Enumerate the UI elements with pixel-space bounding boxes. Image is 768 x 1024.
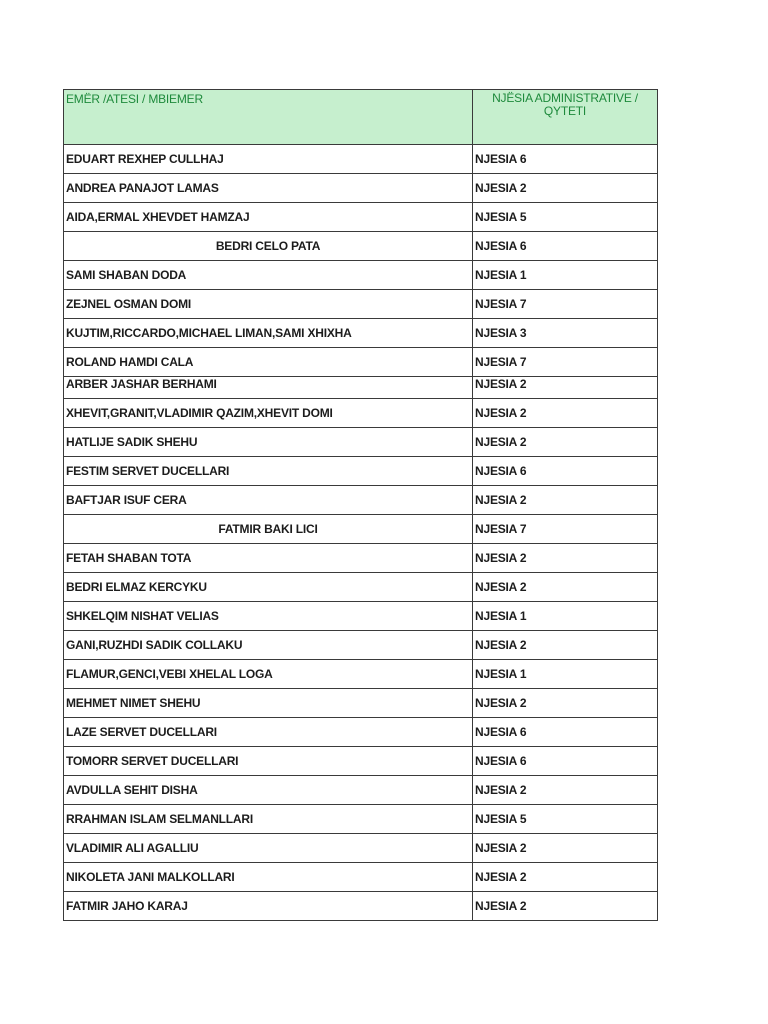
unit-cell[interactable]: NJESIA 6: [473, 718, 658, 747]
table-row: [64, 377, 658, 399]
table-row: [64, 203, 658, 232]
name-cell[interactable]: ROLAND HAMDI CALA: [64, 348, 473, 377]
unit-cell[interactable]: NJESIA 1: [473, 602, 658, 631]
table-row: [64, 515, 658, 544]
unit-cell[interactable]: NJESIA 6: [473, 232, 658, 261]
table-row: [64, 689, 658, 718]
table-body: [64, 145, 658, 921]
table-row: [64, 573, 658, 602]
unit-cell[interactable]: NJESIA 7: [473, 348, 658, 377]
name-cell[interactable]: KUJTIM,RICCARDO,MICHAEL LIMAN,SAMI XHIXHA: [64, 319, 473, 348]
unit-cell[interactable]: NJESIA 2: [473, 776, 658, 805]
table-row: [64, 486, 658, 515]
table-row: [64, 776, 658, 805]
table-row: [64, 892, 658, 921]
name-cell[interactable]: VLADIMIR ALI AGALLIU: [64, 834, 473, 863]
name-cell[interactable]: RRAHMAN ISLAM SELMANLLARI: [64, 805, 473, 834]
name-cell[interactable]: EDUART REXHEP CULLHAJ: [64, 145, 473, 174]
name-cell[interactable]: XHEVIT,GRANIT,VLADIMIR QAZIM,XHEVIT DOMI: [64, 399, 473, 428]
unit-cell[interactable]: NJESIA 2: [473, 689, 658, 718]
table-row: [64, 319, 658, 348]
unit-cell[interactable]: NJESIA 5: [473, 805, 658, 834]
unit-cell[interactable]: NJESIA 6: [473, 145, 658, 174]
table-row: [64, 805, 658, 834]
name-cell[interactable]: BEDRI ELMAZ KERCYKU: [64, 573, 473, 602]
table-row: [64, 261, 658, 290]
table-row: [64, 631, 658, 660]
name-cell[interactable]: ARBER JASHAR BERHAMI: [64, 377, 473, 399]
table-row: [64, 399, 658, 428]
name-cell[interactable]: FATMIR JAHO KARAJ: [64, 892, 473, 921]
table-row: [64, 348, 658, 377]
name-cell[interactable]: AIDA,ERMAL XHEVDET HAMZAJ: [64, 203, 473, 232]
table-row: [64, 660, 658, 689]
name-cell[interactable]: ANDREA PANAJOT LAMAS: [64, 174, 473, 203]
unit-cell[interactable]: NJESIA 2: [473, 428, 658, 457]
unit-cell[interactable]: NJESIA 1: [473, 261, 658, 290]
unit-cell[interactable]: NJESIA 1: [473, 660, 658, 689]
table-row: [64, 145, 658, 174]
table-header: [64, 90, 658, 145]
unit-cell[interactable]: NJESIA 6: [473, 457, 658, 486]
unit-cell[interactable]: NJESIA 2: [473, 573, 658, 602]
table-row: [64, 457, 658, 486]
unit-cell[interactable]: NJESIA 7: [473, 515, 658, 544]
unit-cell[interactable]: NJESIA 2: [473, 834, 658, 863]
name-cell[interactable]: BAFTJAR ISUF CERA: [64, 486, 473, 515]
column-header-name: EMËR /ATESI / MBIEMER: [64, 90, 473, 145]
unit-cell[interactable]: NJESIA 2: [473, 174, 658, 203]
name-cell[interactable]: MEHMET NIMET SHEHU: [64, 689, 473, 718]
unit-cell[interactable]: NJESIA 2: [473, 377, 658, 399]
name-cell[interactable]: GANI,RUZHDI SADIK COLLAKU: [64, 631, 473, 660]
unit-cell[interactable]: NJESIA 2: [473, 399, 658, 428]
table-row: [64, 544, 658, 573]
unit-cell[interactable]: NJESIA 2: [473, 631, 658, 660]
name-cell[interactable]: SHKELQIM NISHAT VELIAS: [64, 602, 473, 631]
name-cell[interactable]: FATMIR BAKI LICI: [64, 515, 473, 544]
unit-cell[interactable]: NJESIA 2: [473, 892, 658, 921]
table-row: [64, 718, 658, 747]
unit-cell[interactable]: NJESIA 2: [473, 544, 658, 573]
name-cell[interactable]: HATLIJE SADIK SHEHU: [64, 428, 473, 457]
name-cell[interactable]: AVDULLA SEHIT DISHA: [64, 776, 473, 805]
name-cell[interactable]: ZEJNEL OSMAN DOMI: [64, 290, 473, 319]
unit-cell[interactable]: NJESIA 3: [473, 319, 658, 348]
name-cell[interactable]: TOMORR SERVET DUCELLARI: [64, 747, 473, 776]
name-cell[interactable]: FETAH SHABAN TOTA: [64, 544, 473, 573]
name-cell[interactable]: NIKOLETA JANI MALKOLLARI: [64, 863, 473, 892]
column-header-unit: NJËSIA ADMINISTRATIVE / QYTETI: [473, 90, 658, 145]
table-row: [64, 602, 658, 631]
name-cell[interactable]: BEDRI CELO PATA: [64, 232, 473, 261]
table-row: [64, 428, 658, 457]
unit-cell[interactable]: NJESIA 6: [473, 747, 658, 776]
name-cell[interactable]: FLAMUR,GENCI,VEBI XHELAL LOGA: [64, 660, 473, 689]
unit-cell[interactable]: NJESIA 7: [473, 290, 658, 319]
table-row: [64, 174, 658, 203]
table-row: [64, 863, 658, 892]
table-row: [64, 232, 658, 261]
name-cell[interactable]: SAMI SHABAN DODA: [64, 261, 473, 290]
name-cell[interactable]: FESTIM SERVET DUCELLARI: [64, 457, 473, 486]
table-row: [64, 834, 658, 863]
unit-cell[interactable]: NJESIA 5: [473, 203, 658, 232]
records-table: [63, 89, 658, 921]
name-cell[interactable]: LAZE SERVET DUCELLARI: [64, 718, 473, 747]
unit-cell[interactable]: NJESIA 2: [473, 486, 658, 515]
unit-cell[interactable]: NJESIA 2: [473, 863, 658, 892]
table-row: [64, 290, 658, 319]
header-row: [64, 90, 658, 145]
table-row: [64, 747, 658, 776]
